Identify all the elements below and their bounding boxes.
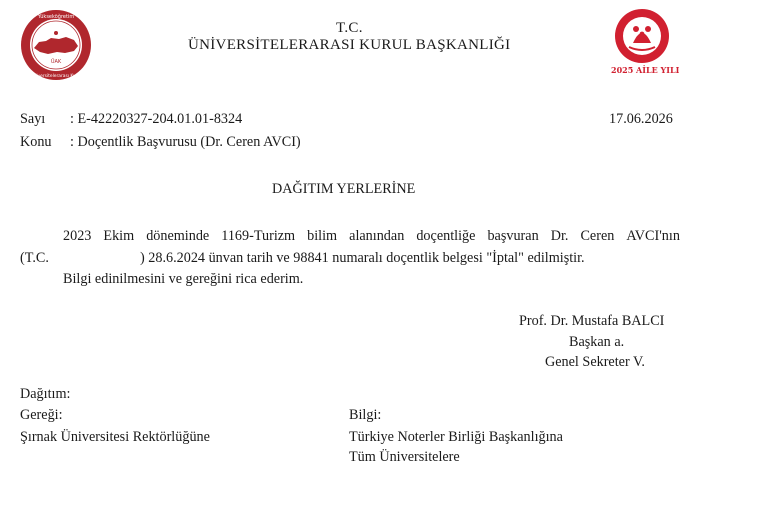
svg-text:ÜAK: ÜAK: [50, 59, 62, 65]
body-line-3: Bilgi edinilmesini ve gereğini rica ederim.: [63, 271, 304, 287]
distribution-title: DAĞITIM YERLERİNE: [272, 181, 416, 197]
header-institution: ÜNİVERSİTELERARASI KURUL BAŞKANLIĞI: [188, 37, 511, 53]
body-line-1: [63, 227, 680, 245]
body-word: döneminde: [146, 228, 210, 244]
signatory-name: Prof. Dr. Mustafa BALCI: [519, 313, 665, 329]
aile-yili-logo: [611, 7, 680, 77]
body-word: Ceren: [580, 228, 615, 244]
body-word: bilim: [307, 228, 338, 244]
body-word: Ekim: [103, 228, 135, 244]
konu-label: Konu: [20, 134, 52, 150]
aile-yili-caption: 2025 AİLE YILI: [611, 65, 680, 75]
body-word: 2023: [63, 228, 92, 244]
yok-turkey-map-seal-icon: [19, 8, 93, 82]
signatory-role-2: Genel Sekreter V.: [545, 354, 645, 370]
body-word: başvuran: [487, 228, 539, 244]
bilgi-label: Bilgi:: [349, 407, 382, 423]
body-word: 1169-Turizm: [221, 228, 296, 244]
body-word: Dr.: [550, 228, 569, 244]
gereği-label: Gereği:: [20, 407, 63, 423]
bilgi-item: Türkiye Noterler Birliği Başkanlığına: [349, 429, 563, 445]
bilgi-item: Tüm Üniversitelere: [349, 449, 460, 465]
konu-value: : Doçentlik Başvurusu (Dr. Ceren AVCI): [70, 134, 301, 150]
body-line-2-left: (T.C.: [20, 250, 49, 266]
sayi-label: Sayı: [20, 111, 46, 127]
body-line-2-right: ) 28.6.2024 ünvan tarih ve 98841 numaralı doçentlik belgesi "İptal" edilmiştir.: [140, 250, 585, 266]
distribution-label: Dağıtım:: [20, 386, 71, 402]
body-word: doçentliğe: [416, 228, 476, 244]
body-word: alanından: [349, 228, 405, 244]
gereği-item: Şırnak Üniversitesi Rektörlüğüne: [20, 429, 210, 445]
svg-text:Üniversitelerarası Kurul: Üniversitelerarası Kurul: [30, 74, 82, 79]
body-word: AVCI'nın: [626, 228, 680, 244]
sayi-value: : E-42220327-204.01.01-8324: [70, 111, 243, 127]
uak-seal-logo: [19, 8, 93, 82]
signatory-role-1: Başkan a.: [569, 334, 625, 350]
document-date: 17.06.2026: [609, 111, 673, 127]
svg-text:Yükseköğretim: Yükseköğretim: [37, 14, 75, 20]
2025-aile-yili-family-icon: [611, 7, 673, 65]
header-tc: T.C.: [336, 20, 363, 36]
